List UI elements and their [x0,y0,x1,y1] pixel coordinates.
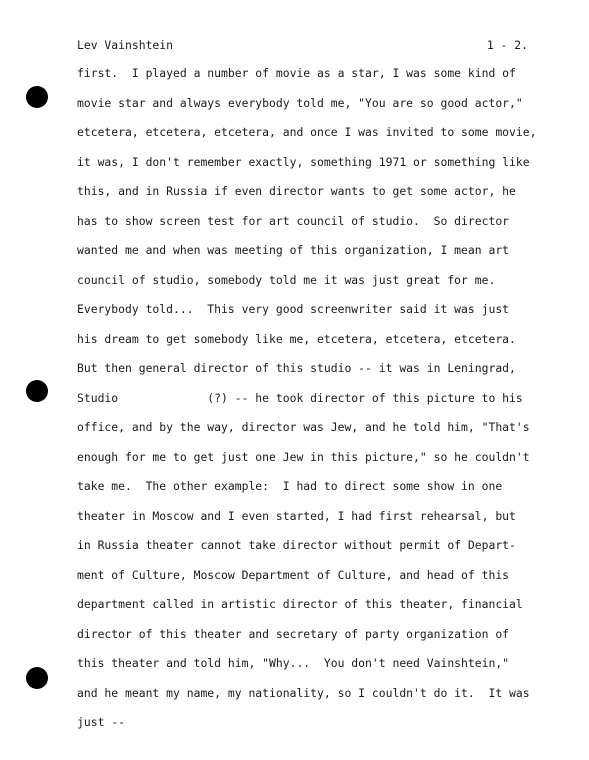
transcript-body [77,65,537,744]
text-line: wanted me and when was meeting of this organization, I mean art [77,243,510,257]
text-line: and he meant my name, my nationality, so I couldn't do it. It was [77,685,530,700]
text-line: director of this theater and secretary of party organization of [77,626,510,641]
text-line: it was, I don't remember exactly, something 1971 or something like [77,154,530,169]
punch-hole [26,380,48,402]
header-name: Lev Vainshtein [77,38,174,52]
text-line: council of studio, somebody told me it was just great for me. [77,272,496,287]
text-line: theater in Moscow and I even started, I had first rehearsal, but [77,508,516,523]
text-line: enough for me to get just one Jew in this picture," so he couldn't [77,449,530,464]
text-line: take me. The other example: I had to direct some show in one [77,479,503,493]
text-line: first. I played a number of movie as a star, I was some kind of [77,66,516,80]
text-line: movie star and always everybody told me, "You are so good actor," [77,95,523,110]
text-line: this, and in Russia if even director wants to get some actor, he [77,184,516,198]
text-line: this theater and told him, "Why... You don't need Vainshtein," [77,656,510,670]
text-line: Everybody told... This very good screenwriter said it was just [77,302,510,316]
text-line: in Russia theater cannot take director without permit of Depart- [77,538,516,552]
punch-hole [26,667,48,689]
text-line: ment of Culture, Moscow Department of Culture, and head of this [77,567,510,582]
punch-hole [26,86,48,108]
text-line: etcetera, etcetera, etcetera, and once I was invited to some movie, [77,125,537,139]
header-page-number: 1 - 2. [486,38,528,52]
text-line: Studio (?) -- he took director of this picture to his [77,390,523,405]
text-line: But then general director of this studio -- it was in Leningrad, [77,361,516,375]
text-line: his dream to get somebody like me, etcetera, etcetera, etcetera. [77,331,516,346]
text-line: has to show screen test for art council of studio. So director [77,213,510,228]
text-line: just -- [77,715,126,729]
text-line: department called in artistic director of this theater, financial [77,597,523,611]
text-line: office, and by the way, director was Jew, and he told him, "That's [77,420,530,434]
page-header [77,38,528,54]
